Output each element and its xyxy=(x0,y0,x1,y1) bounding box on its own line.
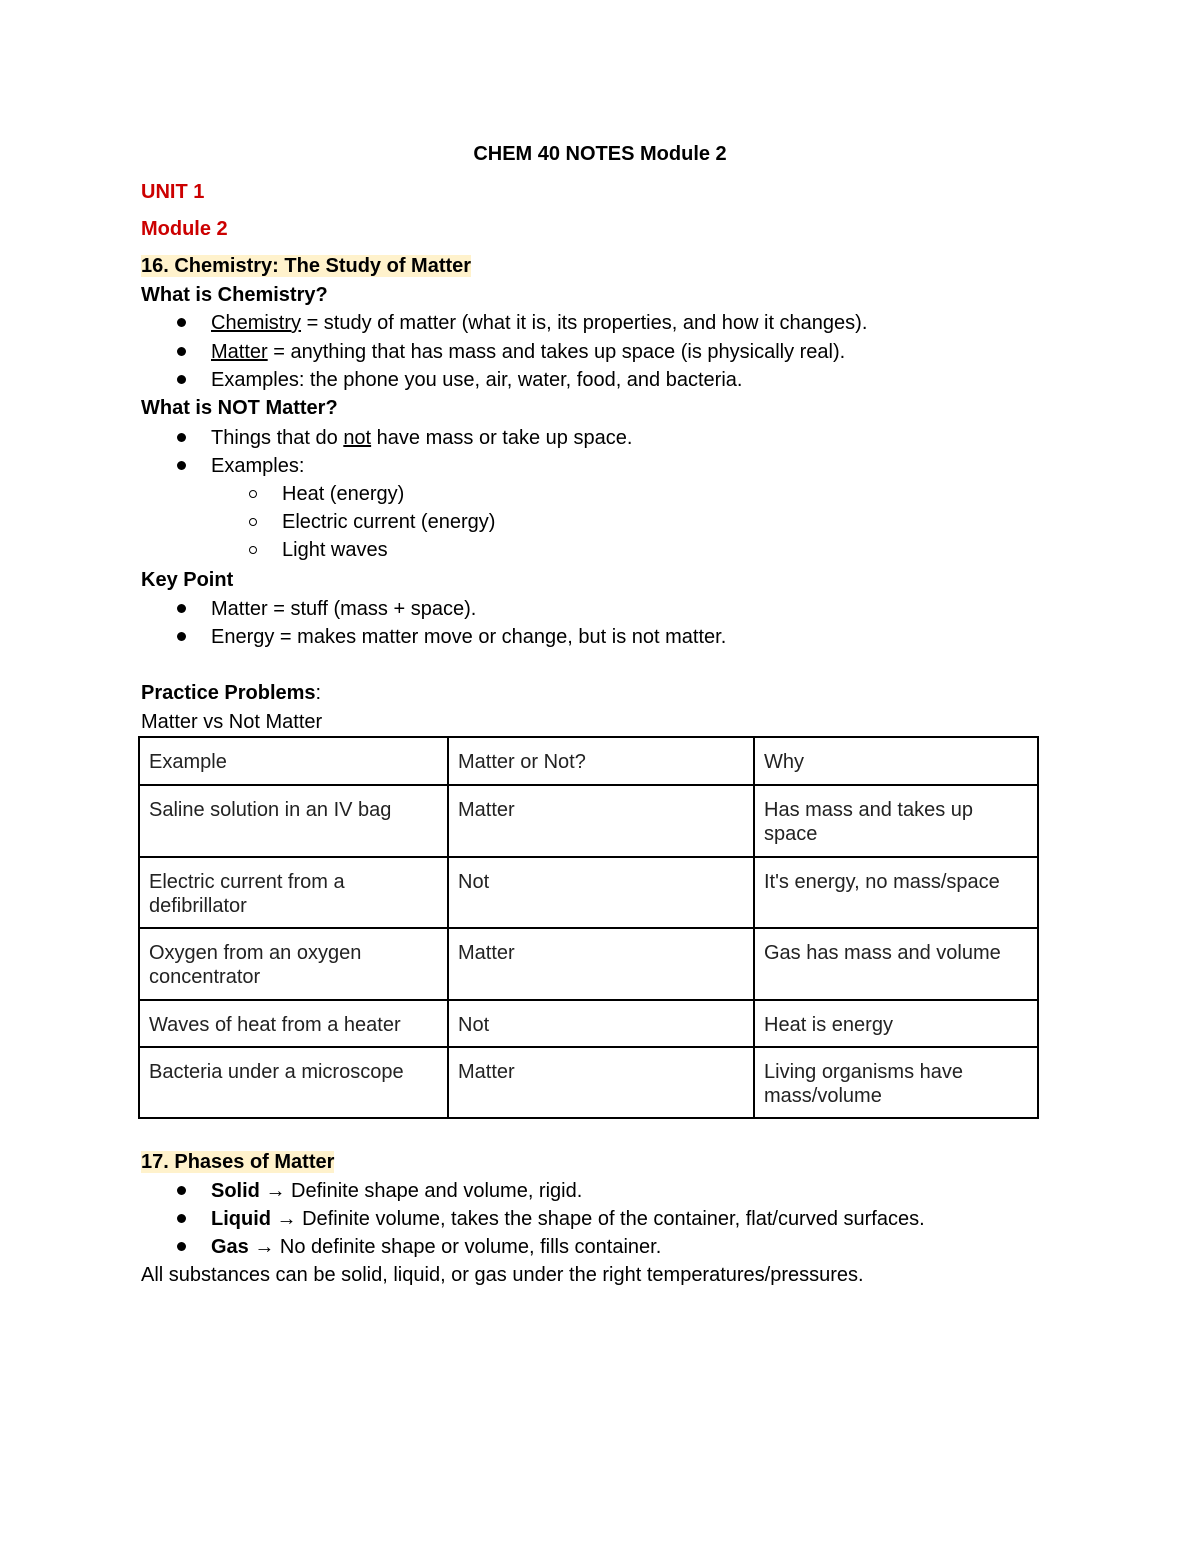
table-cell: Living organisms have mass/volume xyxy=(754,1047,1038,1118)
table-cell: Not xyxy=(448,1000,754,1047)
bullet-icon xyxy=(177,375,186,384)
section-17-heading xyxy=(141,1150,334,1174)
key-point-heading: Key Point xyxy=(141,569,234,591)
sub-bullet-icon xyxy=(249,546,257,554)
not-matter-rest: have mass or take up space. xyxy=(371,427,633,449)
table-cell: Bacteria under a microscope xyxy=(139,1047,448,1118)
table-row xyxy=(139,1047,1038,1118)
example-light-waves: Light waves xyxy=(282,539,388,561)
table-row xyxy=(139,857,1038,928)
table-cell: Oxygen from an oxygen concentrator xyxy=(139,928,448,1000)
table-row xyxy=(139,928,1038,1000)
gas-term: Gas xyxy=(211,1236,249,1258)
matter-vs-not-matter-table xyxy=(138,736,1039,1119)
bullet-icon xyxy=(177,1214,186,1223)
example-heat: Heat (energy) xyxy=(282,483,405,505)
key-point-matter: Matter = stuff (mass + space). xyxy=(211,598,477,620)
phases-summary: All substances can be solid, liquid, or gas under the right temperatures/pressures. xyxy=(141,1264,864,1286)
table-cell: Not xyxy=(448,857,754,928)
bullet-icon xyxy=(177,318,186,327)
what-is-not-matter-heading: What is NOT Matter? xyxy=(141,397,338,419)
bullet-icon xyxy=(177,1186,186,1195)
module-heading: Module 2 xyxy=(141,218,228,240)
table-cell: Matter xyxy=(448,928,754,1000)
section-17-heading-text: 17. Phases of Matter xyxy=(141,1151,335,1173)
table-row xyxy=(139,1000,1038,1047)
matter-examples: Examples: the phone you use, air, water, food, and bacteria. xyxy=(211,369,743,391)
solid-description: → Definite shape and volume, rigid. xyxy=(259,1180,583,1202)
key-point-energy: Energy = makes matter move or change, but is not matter. xyxy=(211,626,727,648)
matter-definition-text: = anything that has mass and takes up space (is physically real). xyxy=(267,341,846,363)
table-row xyxy=(139,785,1038,857)
section-16-heading xyxy=(141,254,471,278)
header-cell-matter-or-not: Matter or Not? xyxy=(448,737,754,785)
table-cell: It's energy, no mass/space xyxy=(754,857,1038,928)
what-is-chemistry-heading: What is Chemistry? xyxy=(141,284,328,306)
bullet-icon xyxy=(177,347,186,356)
bullet-icon xyxy=(177,604,186,613)
solid-term: Solid xyxy=(211,1180,260,1202)
practice-problems-colon: : xyxy=(315,682,322,704)
table-cell: Gas has mass and volume xyxy=(754,928,1038,1000)
sub-bullet-icon xyxy=(249,490,257,498)
section-16-heading-text: 16. Chemistry: The Study of Matter xyxy=(141,255,472,277)
not-term: not xyxy=(343,427,372,449)
example-electric-current: Electric current (energy) xyxy=(282,511,496,533)
table-cell: Saline solution in an IV bag xyxy=(139,785,448,857)
matter-term: Matter xyxy=(211,341,268,363)
phase-liquid xyxy=(211,1207,925,1231)
table-header-row xyxy=(139,737,1038,785)
practice-problems-heading xyxy=(141,681,321,705)
sub-bullet-icon xyxy=(249,518,257,526)
phase-solid xyxy=(211,1179,582,1203)
bullet-icon xyxy=(177,632,186,641)
table-cell: Matter xyxy=(448,785,754,857)
not-matter-examples-label: Examples: xyxy=(211,455,305,477)
table-cell: Waves of heat from a heater xyxy=(139,1000,448,1047)
table-cell: Heat is energy xyxy=(754,1000,1038,1047)
not-matter-pre: Things that do xyxy=(211,427,344,449)
table-cell: Matter xyxy=(448,1047,754,1118)
phase-gas xyxy=(211,1235,661,1259)
header-cell-example: Example xyxy=(139,737,448,785)
chemistry-definition xyxy=(211,311,867,335)
practice-subheading: Matter vs Not Matter xyxy=(141,711,323,733)
unit-heading: UNIT 1 xyxy=(141,181,205,203)
table-cell: Has mass and takes up space xyxy=(754,785,1038,857)
chemistry-term: Chemistry xyxy=(211,312,302,334)
header-cell-why: Why xyxy=(754,737,1038,785)
chemistry-definition-text: = study of matter (what it is, its properties, and how it changes). xyxy=(301,312,868,334)
gas-description: → No definite shape or volume, fills container. xyxy=(248,1236,662,1258)
liquid-term: Liquid xyxy=(211,1208,271,1230)
not-matter-definition xyxy=(211,426,632,450)
bullet-icon xyxy=(177,461,186,470)
bullet-icon xyxy=(177,433,186,442)
liquid-description: → Definite volume, takes the shape of the container, flat/curved surfaces. xyxy=(270,1208,925,1230)
matter-definition xyxy=(211,340,845,364)
table-cell: Electric current from a defibrillator xyxy=(139,857,448,928)
bullet-icon xyxy=(177,1242,186,1251)
practice-problems-label: Practice Problems xyxy=(141,682,316,704)
document-title: CHEM 40 NOTES Module 2 xyxy=(473,143,727,165)
